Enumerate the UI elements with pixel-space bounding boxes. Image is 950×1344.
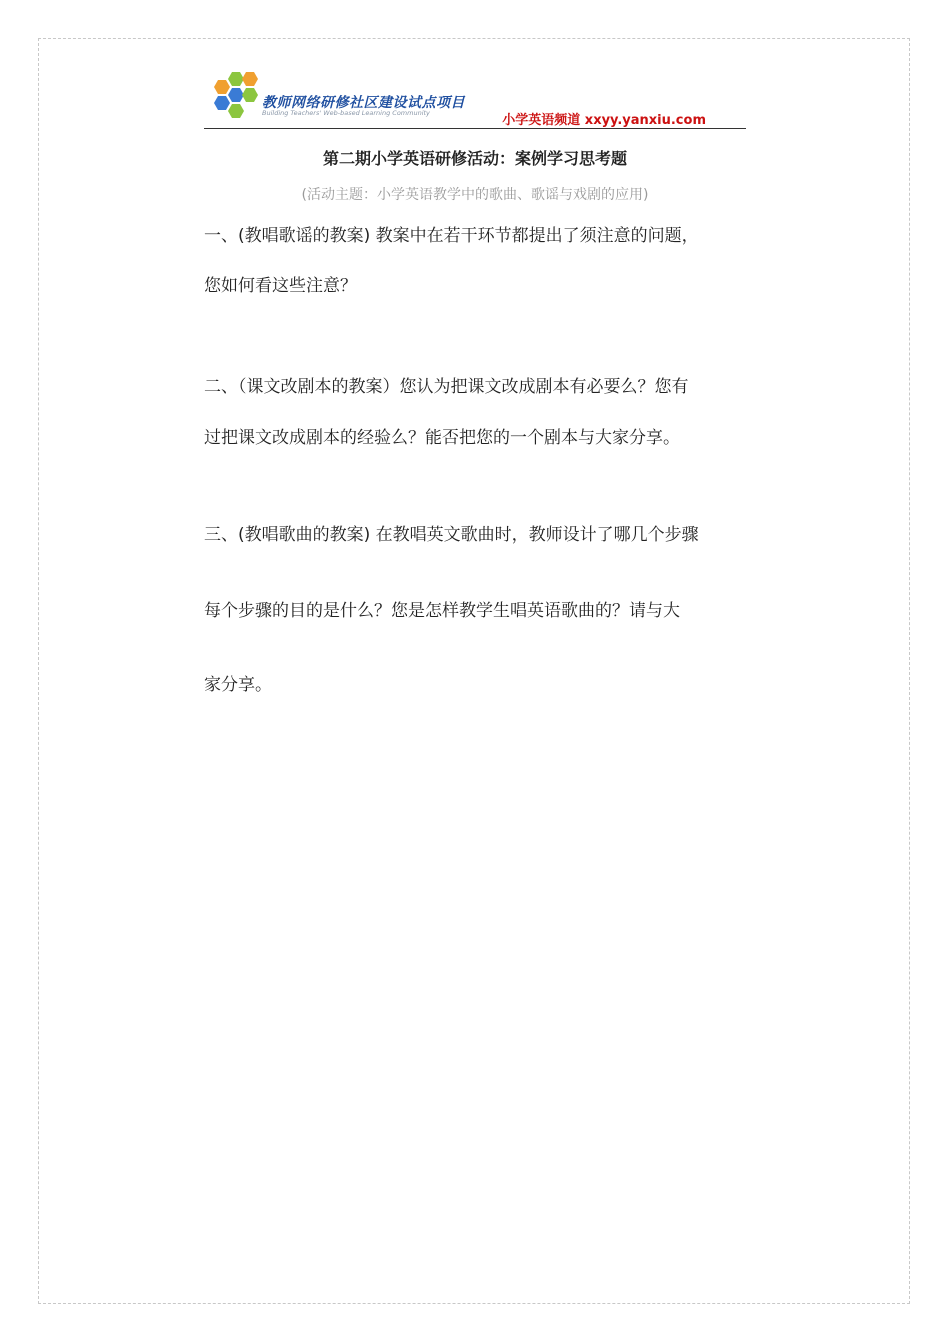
document-title: 第二期小学英语研修活动：案例学习思考题: [322, 149, 627, 168]
channel-link[interactable]: 小学英语频道 xxyy.yanxiu.com: [502, 113, 706, 128]
page-header: [204, 68, 746, 130]
hexagon-logo-icon: [210, 70, 266, 122]
logo-title: 教师网络研修社区建设试点项目: [262, 95, 465, 111]
question-1-line-1: 一、(教唱歌谣的教案) 教案中在若干环节都提出了须注意的问题，: [204, 226, 699, 246]
question-3-line-1: 三、(教唱歌曲的教案) 在教唱英文歌曲时，教师设计了哪几个步骤: [204, 525, 699, 545]
question-2-line-1: 二、（课文改剧本的教案）您认为把课文改成剧本有必要么？您有: [204, 377, 689, 397]
question-1-line-2: 您如何看这些注意？: [204, 276, 357, 296]
header-divider: [204, 128, 746, 129]
question-2-line-2: 过把课文改成剧本的经验么？能否把您的一个剧本与大家分享。: [204, 428, 680, 448]
question-3-line-2: 每个步骤的目的是什么？您是怎样教学生唱英语歌曲的？请与大: [204, 601, 680, 621]
question-3-line-3: 家分享。: [204, 675, 272, 695]
document-subtitle: (活动主题：小学英语教学中的歌曲、歌谣与戏剧的应用): [301, 187, 649, 203]
logo: [210, 70, 465, 122]
logo-subtitle: Building Teachers' Web-based Learning Community: [262, 109, 430, 117]
